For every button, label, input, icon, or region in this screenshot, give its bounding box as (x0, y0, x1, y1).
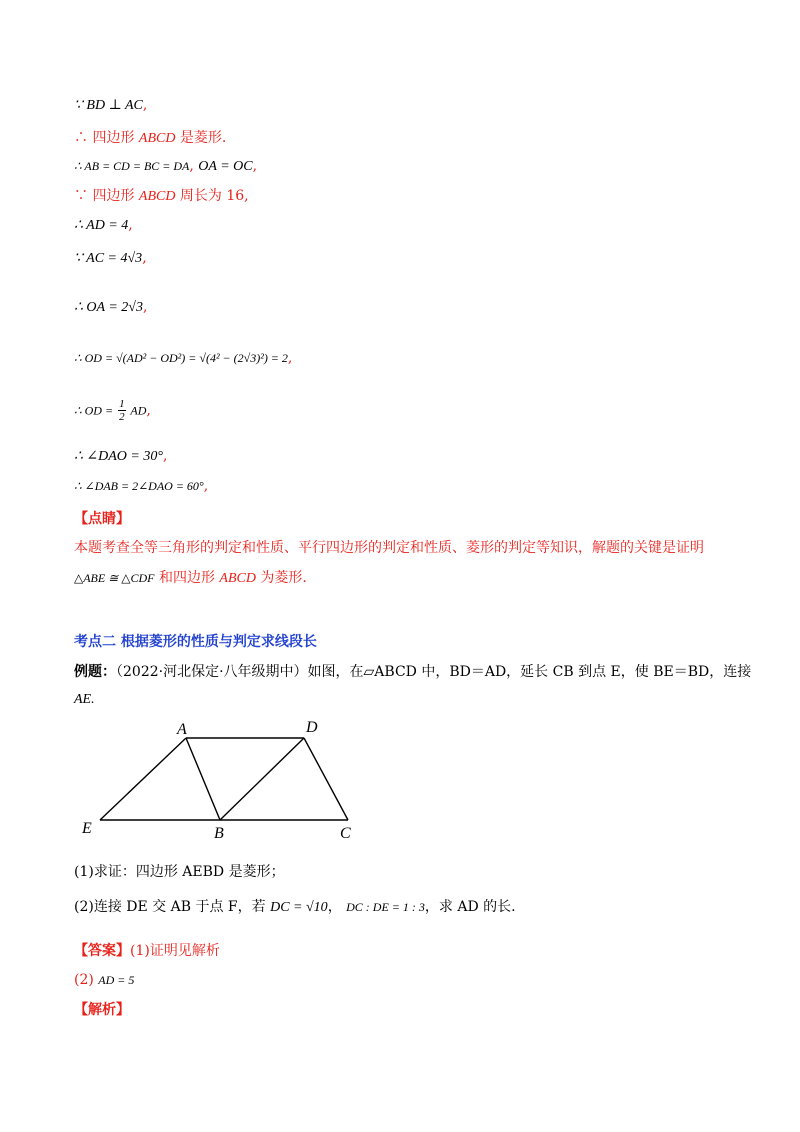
fraction-denominator: 2 (119, 411, 125, 423)
math-text: △ABE ≅ △CDF (74, 571, 155, 585)
comma: , (287, 350, 293, 366)
geometry-figure (70, 712, 370, 847)
math-text: DC = √10 (270, 900, 328, 915)
text: 周长为 16, (175, 188, 249, 204)
comma: ， (327, 899, 347, 915)
question-2 (74, 897, 516, 918)
math-text: ∵ BD ⊥ AC (74, 98, 143, 113)
comma: , (128, 217, 133, 233)
example-line-2: AE. (74, 692, 95, 707)
answer-text: (1)证明见解析 (130, 943, 220, 959)
math-text: ∴ OD = (74, 403, 117, 418)
fraction (118, 398, 126, 423)
segment-EA (100, 738, 186, 820)
comma: , (162, 448, 168, 464)
math-text: ∵ AC = 4√3 (74, 251, 143, 266)
math-text: ∴ AD = 4 (74, 218, 129, 233)
answer-line-1 (74, 941, 220, 961)
comma: , (142, 97, 148, 113)
answer-label: 【答案】 (74, 943, 130, 959)
label-E: E (82, 820, 92, 837)
example-label: 例题： (74, 664, 116, 680)
math-text: OA = OC (198, 159, 253, 174)
math-text: ∴ OA = 2√3 (74, 300, 143, 315)
proof-line-10 (74, 446, 167, 467)
segment-BD (220, 738, 304, 820)
proof-line-3 (74, 156, 257, 177)
math-text: AD (127, 403, 147, 418)
proof-line-11 (74, 476, 208, 496)
text: (2) (74, 972, 99, 988)
math-text: ABCD (219, 571, 256, 586)
math-text: DC : DE = 1 : 3 (346, 900, 425, 914)
comment-text-1: 本题考查全等三角形的判定和性质、平行四边形的判定和性质、菱形的判定等知识，解题的关键是证明 (74, 540, 704, 556)
section-title: 考点二 根据菱形的性质与判定求线段长 (74, 634, 317, 650)
text: 和四边形 (154, 570, 220, 586)
segment-AB (186, 738, 220, 820)
label-A: A (177, 721, 187, 738)
proof-line-5 (74, 215, 133, 236)
comma: , (142, 250, 147, 266)
label-C: C (340, 825, 351, 842)
comma: , (146, 402, 151, 419)
comment-heading: 【点睛】 (74, 511, 130, 527)
proof-line-2 (74, 128, 226, 149)
comma: , (142, 299, 148, 315)
math-text: ∴ AB = CD = BC = DA (74, 159, 190, 173)
proof-line-6 (74, 248, 147, 269)
math-text: AD = 5 (98, 973, 135, 987)
text: ∵ 四边形 (74, 188, 139, 204)
fraction-numerator: 1 (119, 398, 125, 410)
proof-line-7 (74, 297, 147, 318)
comma: , (203, 478, 209, 494)
math-text: ABCD (138, 131, 176, 146)
label-B: B (214, 825, 224, 842)
proof-line-9 (74, 398, 151, 423)
segment-DC (304, 738, 348, 820)
math-text: ∴ ∠DAB = 2∠DAO = 60° (74, 479, 204, 493)
proof-line-1 (74, 95, 147, 116)
comment-text-2 (74, 568, 307, 589)
text: (2)连接 DE 交 AB 于点 F，若 (74, 899, 271, 915)
example-line-1 (74, 662, 751, 682)
proof-line-4 (74, 186, 249, 207)
math-text: ∴ ∠DAO = 30° (74, 449, 163, 464)
math-text: ∴ OD = √(AD² − OD²) = √(4² − (2√3)²) = 2 (74, 351, 288, 365)
math-text: ABCD (138, 189, 176, 204)
text: 是菱形. (175, 130, 227, 146)
label-D: D (306, 719, 318, 736)
text: ，求 AD 的长. (424, 899, 516, 915)
proof-line-8 (74, 348, 292, 368)
comma: , (252, 158, 258, 174)
example-text: （2022·河北保定·八年级期中）如图，在▱ABCD 中，BD＝AD，延长 CB 到点 E，使 BE＝BD，连接 (116, 664, 752, 680)
analysis-label: 【解析】 (74, 1002, 130, 1018)
answer-line-2 (74, 970, 134, 990)
text: 为菱形. (255, 570, 307, 586)
question-1: (1)求证：四边形 AEBD 是菱形； (74, 864, 285, 880)
text: ∴ 四边形 (74, 130, 139, 146)
comma: , (189, 158, 199, 174)
